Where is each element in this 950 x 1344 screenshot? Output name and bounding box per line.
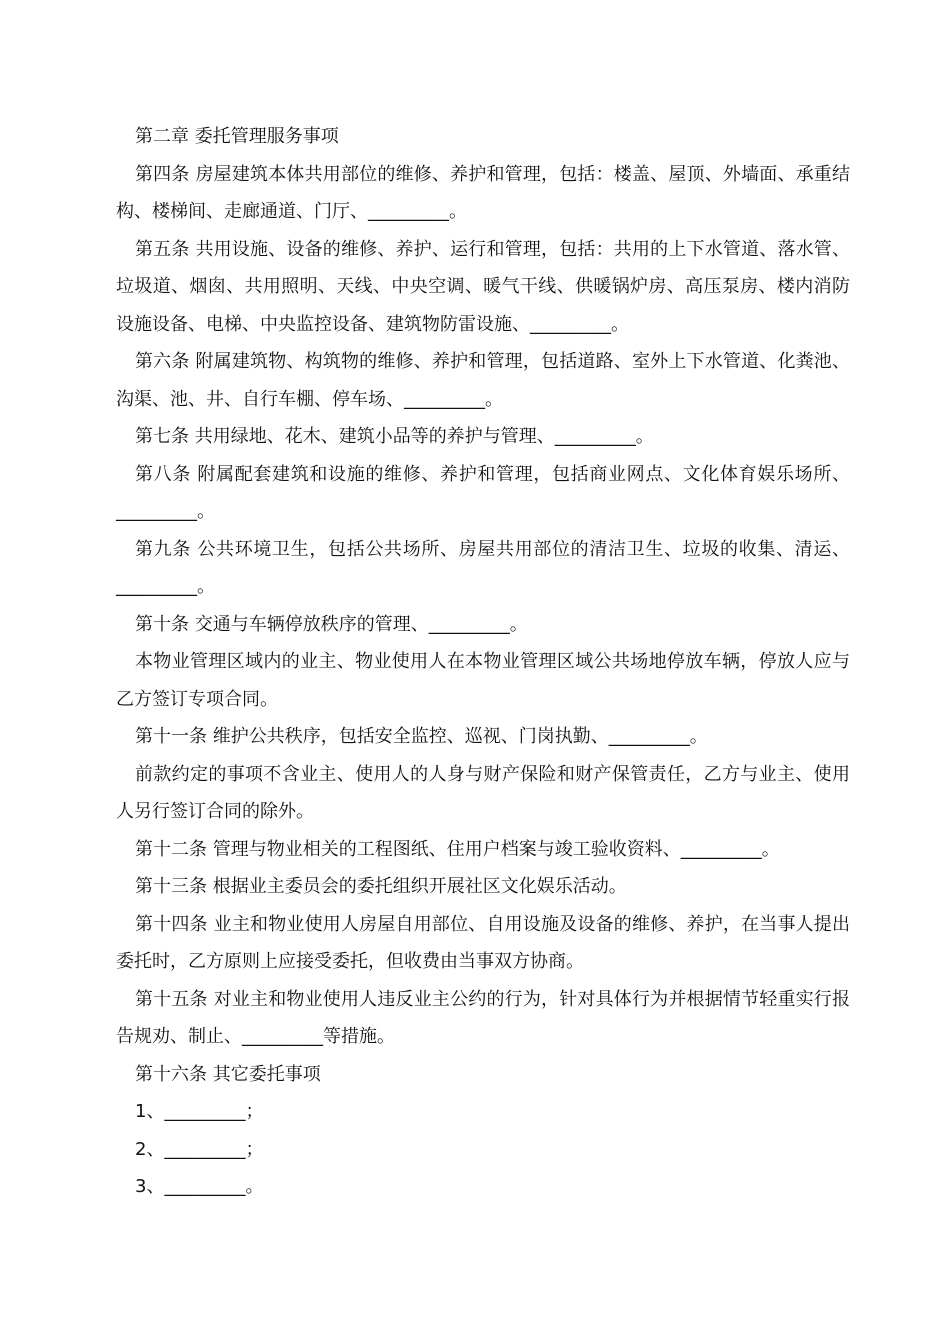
- article-10-note: 本物业管理区域内的业主、物业使用人在本物业管理区域公共场地停放车辆，停放人应与乙方签订专项合同。: [116, 651, 850, 710]
- chapter-heading: 第二章 委托管理服务事项: [135, 126, 339, 147]
- article-9: 第九条 公共环境卫生，包括公共场所、房屋共用部位的清洁卫生、垃圾的收集、清运、_________。: [116, 538, 850, 597]
- article-16: 第十六条 其它委托事项: [135, 1063, 321, 1085]
- list-item-1: 1、_________；: [135, 1101, 264, 1122]
- article-6: 第六条 附属建筑物、构筑物的维修、养护和管理，包括道路、室外上下水管道、化粪池、沟渠、池、井、自行车棚、停车场、_________。: [116, 351, 850, 410]
- list-item-2: 2、_________；: [135, 1138, 264, 1160]
- article-10: 第十条 交通与车辆停放秩序的管理、_________。: [135, 613, 528, 635]
- article-14: 第十四条 业主和物业使用人房屋自用部位、自用设施及设备的维修、养护，在当事人提出委托时，乙方原则上应接受委托，但收费由当事双方协商。: [116, 913, 850, 972]
- document-body: [116, 118, 850, 1206]
- article-5: 第五条 共用设施、设备的维修、养护、运行和管理，包括：共用的上下水管道、落水管、垃圾道、烟囱、共用照明、天线、中央空调、暖气干线、供暖锅炉房、高压泵房、楼内消防设施设备、电梯、中央监控设备、建筑物防雷设施、_________。: [116, 238, 850, 335]
- article-7: 第七条 共用绿地、花木、建筑小品等的养护与管理、_________。: [135, 426, 654, 447]
- article-11: 第十一条 维护公共秩序，包括安全监控、巡视、门岗执勤、_________。: [135, 726, 708, 747]
- article-13: 第十三条 根据业主委员会的委托组织开展社区文化娱乐活动。: [135, 876, 627, 897]
- article-8: 第八条 附属配套建筑和设施的维修、养护和管理，包括商业网点、文化体育娱乐场所、_________。: [116, 463, 850, 522]
- article-12: 第十二条 管理与物业相关的工程图纸、住用户档案与竣工验收资料、_________。: [135, 838, 780, 860]
- article-11-note: 前款约定的事项不含业主、使用人的人身与财产保险和财产保管责任，乙方与业主、使用人另行签订合同的除外。: [116, 763, 850, 822]
- list-item-3: 3、_________。: [135, 1176, 264, 1197]
- article-4: 第四条 房屋建筑本体共用部位的维修、养护和管理，包括：楼盖、屋顶、外墙面、承重结构、楼梯间、走廊通道、门厅、_________。: [116, 163, 850, 222]
- article-15: 第十五条 对业主和物业使用人违反业主公约的行为，针对具体行为并根据情节轻重实行报告规劝、制止、_________等措施。: [116, 988, 850, 1047]
